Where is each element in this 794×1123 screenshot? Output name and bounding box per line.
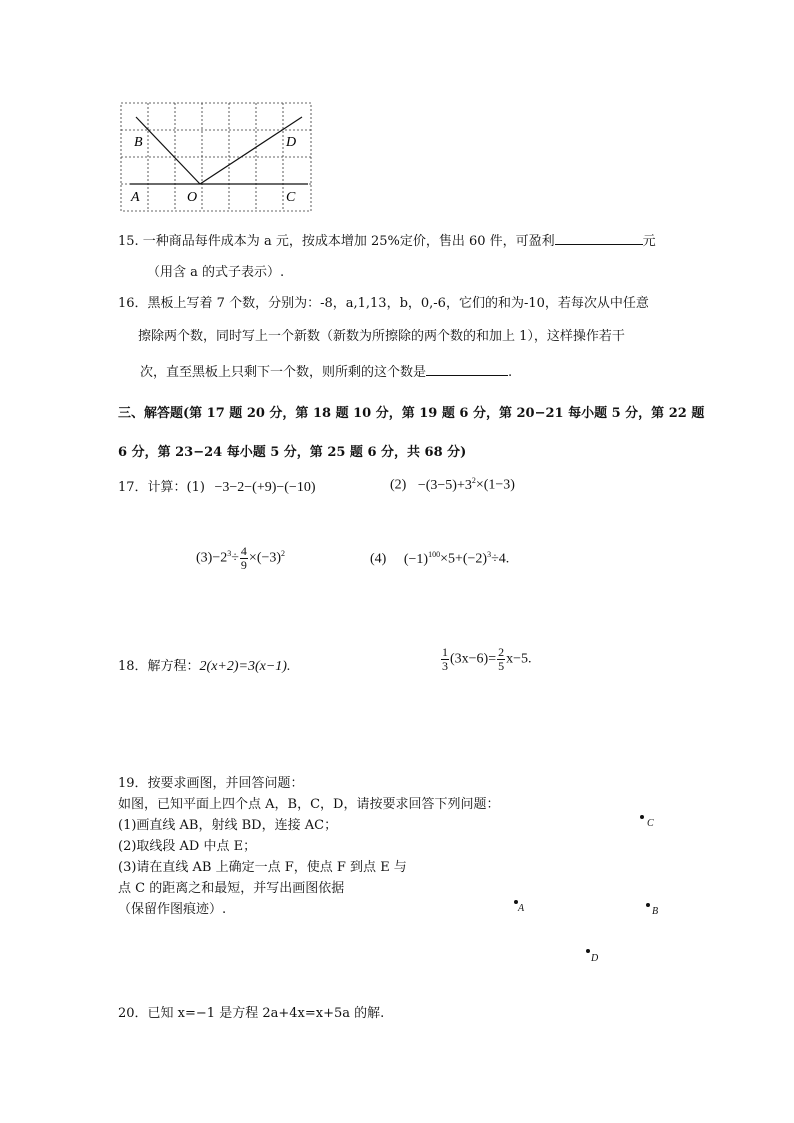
- point-A-label: A: [518, 903, 525, 914]
- q19-line3: (1)画直线 AB，射线 BD，连接 AC；: [118, 818, 338, 833]
- frac-num: 4: [240, 544, 247, 558]
- q17-part2-tail: ×(1−3): [475, 477, 515, 493]
- label-A: A: [131, 190, 140, 205]
- q17-part3: [196, 545, 285, 572]
- q17-part2-exp: 2: [471, 476, 476, 485]
- q18-head: 18．解方程：: [118, 659, 200, 674]
- q19-line2: 如图，已知平面上四个点 A，B，C，D，请按要求回答下列问题：: [118, 797, 500, 812]
- q15-line1: [118, 230, 656, 249]
- q15-line2: （用含 a 的式子表示）.: [147, 265, 285, 280]
- q17-part3-exp: 3: [227, 549, 232, 559]
- q15-text: 15. 一种商品每件成本为 a 元，按成本增加 25%定价，售出 60 件，可盈利: [118, 234, 555, 249]
- frac-num: 1: [442, 645, 448, 659]
- q17-line1: [118, 476, 316, 496]
- frac-num: 2: [498, 645, 505, 659]
- section3-heading-line2: 6 分，第 23−24 每小题 5 分，第 25 题 6 分，共 68 分): [118, 445, 467, 460]
- q18-line: [118, 655, 290, 675]
- frac-den: 3: [442, 659, 448, 673]
- q16-line1: 16．黑板上写着 7 个数，分别为：-8，a,1,13，b，0,-6，它们的和为-10，若每次从中任意: [118, 296, 649, 311]
- q19-line6: 点 C 的距离之和最短，并写出画图依据: [118, 881, 345, 896]
- label-B: B: [134, 135, 143, 150]
- label-D: D: [286, 135, 297, 150]
- q18-eq2-tail: x−5.: [506, 651, 532, 667]
- q17-part4-a: (−1): [403, 551, 429, 567]
- q15-answer-blank[interactable]: [555, 232, 643, 245]
- q20-line1: 20．已知 x=−1 是方程 2a+4x=x+5a 的解.: [118, 1006, 385, 1021]
- q16-end: .: [508, 365, 513, 380]
- point-B-dot: [646, 903, 650, 907]
- q17-part3-exp2: 2: [281, 549, 286, 559]
- q17-part2: [390, 476, 515, 494]
- q19-line1: 19．按要求画图，并回答问题：: [118, 776, 304, 791]
- q19-line7: （保留作图痕迹）.: [118, 902, 227, 917]
- q18-eq2-mid: (3x−6)=: [450, 651, 497, 667]
- q18-frac1: [441, 646, 449, 673]
- point-C-dot: [640, 815, 644, 819]
- q17-part3-div: ÷: [231, 550, 239, 566]
- section3-heading-line1: 三、解答题(第 17 题 20 分，第 18 题 10 分，第 19 题 6 分，第 20−21 每小题 5 分，第 22 题: [118, 406, 705, 421]
- q17-part4-label: (4): [370, 551, 387, 567]
- angle-grid-figure: [118, 100, 318, 214]
- q16-line2: 擦除两个数，同时写上一个新数（新数为所擦除的两个数的和加上 1），这样操作若干: [138, 329, 625, 344]
- label-C: C: [286, 190, 296, 205]
- label-O: O: [187, 190, 198, 205]
- q17-part4-b: ×5+(−2): [440, 551, 488, 567]
- q17-head: 17．计算：(1): [118, 480, 205, 495]
- q17-part3-label: (3)−2: [196, 550, 228, 566]
- q17-part2-expr: −(3−5)+3: [417, 477, 472, 493]
- q17-part4-c: ÷4.: [491, 551, 510, 567]
- q17-part2-label: (2): [390, 477, 407, 493]
- q19-line4: (2)取线段 AD 中点 E；: [118, 839, 257, 854]
- q17-part4-exp2: 3: [487, 550, 492, 559]
- point-D-label: D: [591, 953, 599, 964]
- point-B-label: B: [652, 906, 659, 917]
- point-D-dot: [586, 949, 590, 953]
- q16-line3: [140, 361, 512, 380]
- frac-den: 9: [240, 558, 247, 572]
- q17-part1: −3−2−(+9)−(−10): [214, 480, 316, 495]
- q18-frac2: [497, 646, 505, 673]
- q19-line5: (3)请在直线 AB 上确定一点 F，使点 F 到点 E 与: [118, 860, 407, 875]
- q17-part4: [370, 550, 509, 568]
- q17-part3-fraction: [240, 545, 248, 572]
- q16-text: 次，直至黑板上只剩下一个数，则所剩的这个数是: [140, 365, 427, 380]
- q18-eq1: 2(x+2)=3(x−1).: [199, 659, 291, 674]
- q17-part4-exp: 100: [428, 550, 441, 559]
- q18-eq2: [440, 646, 532, 673]
- q17-part3-tail: ×(−3): [248, 550, 282, 566]
- q15-unit: 元: [642, 234, 656, 249]
- frac-den: 5: [498, 659, 505, 673]
- point-C-label: C: [647, 818, 654, 829]
- q16-answer-blank[interactable]: [426, 363, 508, 376]
